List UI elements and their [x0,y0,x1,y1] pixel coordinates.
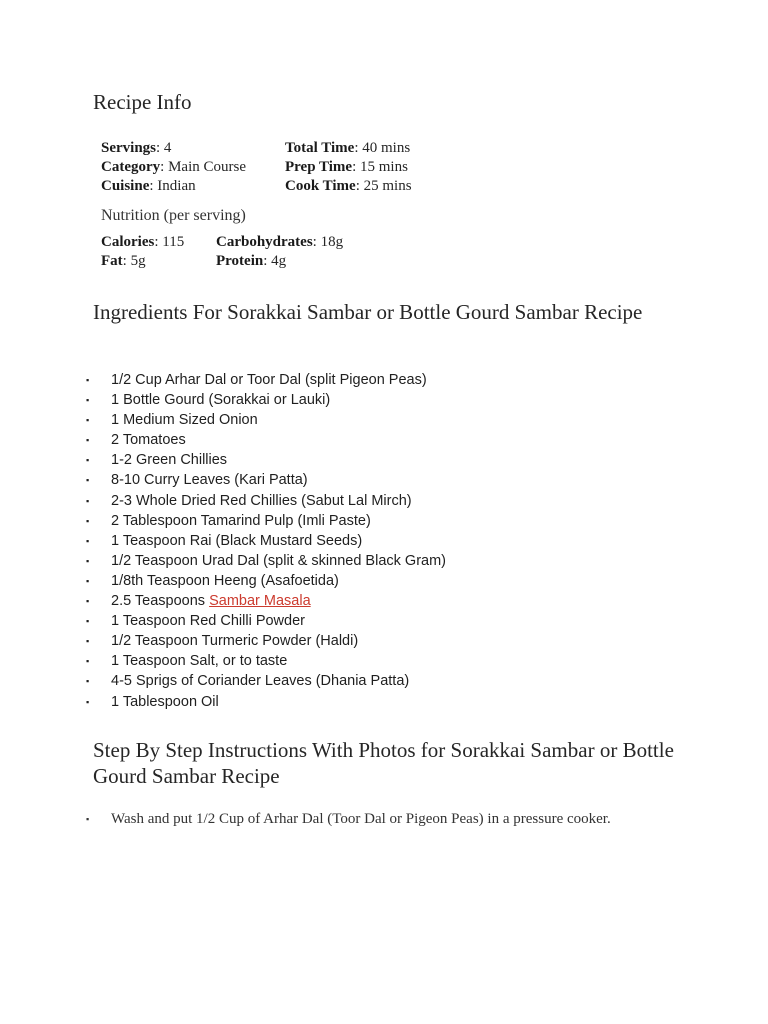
ingredient-text: 1/2 Teaspoon Turmeric Powder (Haldi) [111,633,359,650]
bullet-icon: ▪ [86,415,90,426]
info-cell [285,139,412,158]
bullet-icon: ▪ [86,495,90,506]
info-cell [101,139,285,158]
ingredient-item [86,551,446,571]
recipe-info-table [101,139,412,196]
info-value: : 25 mins [355,178,412,194]
bullet-icon: ▪ [86,616,90,627]
ingredient-text: 1 Tablespoon Oil [111,693,219,710]
info-value: : Indian [149,178,196,194]
info-cell [285,158,412,177]
info-label: Cuisine [101,178,150,194]
bullet-icon: ▪ [86,455,90,466]
ingredient-item [86,631,446,651]
instructions-heading: Step By Step Instructions With Photos for Sorakkai Sambar or Bottle Gourd Sambar Recipe [93,738,674,788]
ingredient-item [86,450,446,470]
ingredient-item [86,491,446,511]
instruction-text: Wash and put 1/2 Cup of Arhar Dal (Toor Dal or Pigeon Peas) in a pressure cooker. [111,811,611,827]
ingredient-item [86,571,446,591]
info-label: Total Time [285,140,355,156]
ingredient-text: 2 Tomatoes [111,432,186,449]
info-cell [101,158,285,177]
bullet-icon: ▪ [86,555,90,566]
bullet-icon: ▪ [86,814,90,824]
recipe-info-row [101,139,412,158]
ingredient-text: 1/8th Teaspoon Heeng (Asafoetida) [111,572,339,589]
ingredient-item [86,611,446,631]
ingredient-item [86,591,446,611]
ingredient-item [86,511,446,531]
ingredient-text: 1-2 Green Chillies [111,452,228,469]
info-value: : 4 [156,140,172,156]
ingredient-text: 1 Teaspoon Red Chilli Powder [111,613,305,630]
bullet-icon: ▪ [86,375,90,385]
ingredient-text: 8-10 Curry Leaves (Kari Patta) [111,472,308,489]
info-label: Cook Time [285,178,356,194]
ingredient-text: 1 Teaspoon Rai (Black Mustard Seeds) [111,532,363,549]
info-cell [216,252,343,271]
info-value: : 15 mins [352,159,408,175]
nutrition-row [101,233,343,252]
info-value: : 40 mins [354,140,411,156]
bullet-icon: ▪ [86,596,90,607]
ingredient-text: 1 Teaspoon Salt, or to taste [111,653,288,670]
ingredient-item [86,671,446,691]
nutrition-title: Nutrition (per serving) [101,207,246,224]
ingredient-text: 1 Medium Sized Onion [111,412,258,429]
info-cell [285,177,412,196]
ingredient-item [86,390,446,410]
ingredient-text: 2 Tablespoon Tamarind Pulp (Imli Paste) [111,512,371,529]
info-label: Carbohydrates [216,234,313,250]
ingredient-text: 1 Bottle Gourd (Sorakkai or Lauki) [111,392,331,409]
info-label: Category [101,159,161,175]
ingredients-heading: Ingredients For Sorakkai Sambar or Bottle Gourd Sambar Recipe [93,300,643,324]
bullet-icon: ▪ [86,515,90,526]
recipe-info-row [101,158,412,177]
bullet-icon: ▪ [86,475,90,486]
info-cell [101,233,216,252]
info-cell [101,252,216,271]
info-label: Calories [101,234,155,250]
ingredient-item [86,430,446,450]
sambar-masala-link[interactable]: Sambar Masala [209,593,311,610]
instruction-step [86,810,674,829]
info-label: Servings [101,140,157,156]
ingredients-list [86,370,446,712]
ingredient-text: 2-3 Whole Dried Red Chillies (Sabut Lal Mirch) [111,492,412,509]
nutrition-table [101,233,343,271]
ingredient-item [86,370,446,390]
ingredient-text: 2.5 Teaspoons [111,593,210,610]
info-value: : 5g [122,253,146,269]
bullet-icon: ▪ [86,696,90,707]
bullet-icon: ▪ [86,535,90,546]
info-label: Protein [216,253,264,269]
info-cell [216,233,343,252]
bullet-icon: ▪ [86,575,90,586]
instructions-list [86,810,674,829]
ingredient-item [86,651,446,671]
ingredient-item [86,692,446,712]
bullet-icon: ▪ [86,656,90,667]
ingredient-text: 1/2 Cup Arhar Dal or Toor Dal (split Pigeon Peas) [111,372,427,388]
info-value: : 115 [154,234,185,250]
bullet-icon: ▪ [86,435,90,446]
ingredient-item [86,410,446,430]
bullet-icon: ▪ [86,676,90,687]
info-label: Prep Time [285,159,353,175]
info-value: : 18g [312,234,344,250]
recipe-info-row [101,177,412,196]
ingredient-item [86,470,446,490]
recipe-info-heading: Recipe Info [93,90,192,114]
nutrition-row [101,252,343,271]
info-cell [101,177,285,196]
info-label: Fat [101,253,123,269]
info-value: : Main Course [160,159,246,175]
ingredient-text: 1/2 Teaspoon Urad Dal (split & skinned Black Gram) [111,552,446,569]
bullet-icon: ▪ [86,395,90,406]
info-value: : 4g [263,253,287,269]
ingredient-item [86,531,446,551]
bullet-icon: ▪ [86,636,90,647]
ingredient-text: 4-5 Sprigs of Coriander Leaves (Dhania Patta) [111,673,410,690]
